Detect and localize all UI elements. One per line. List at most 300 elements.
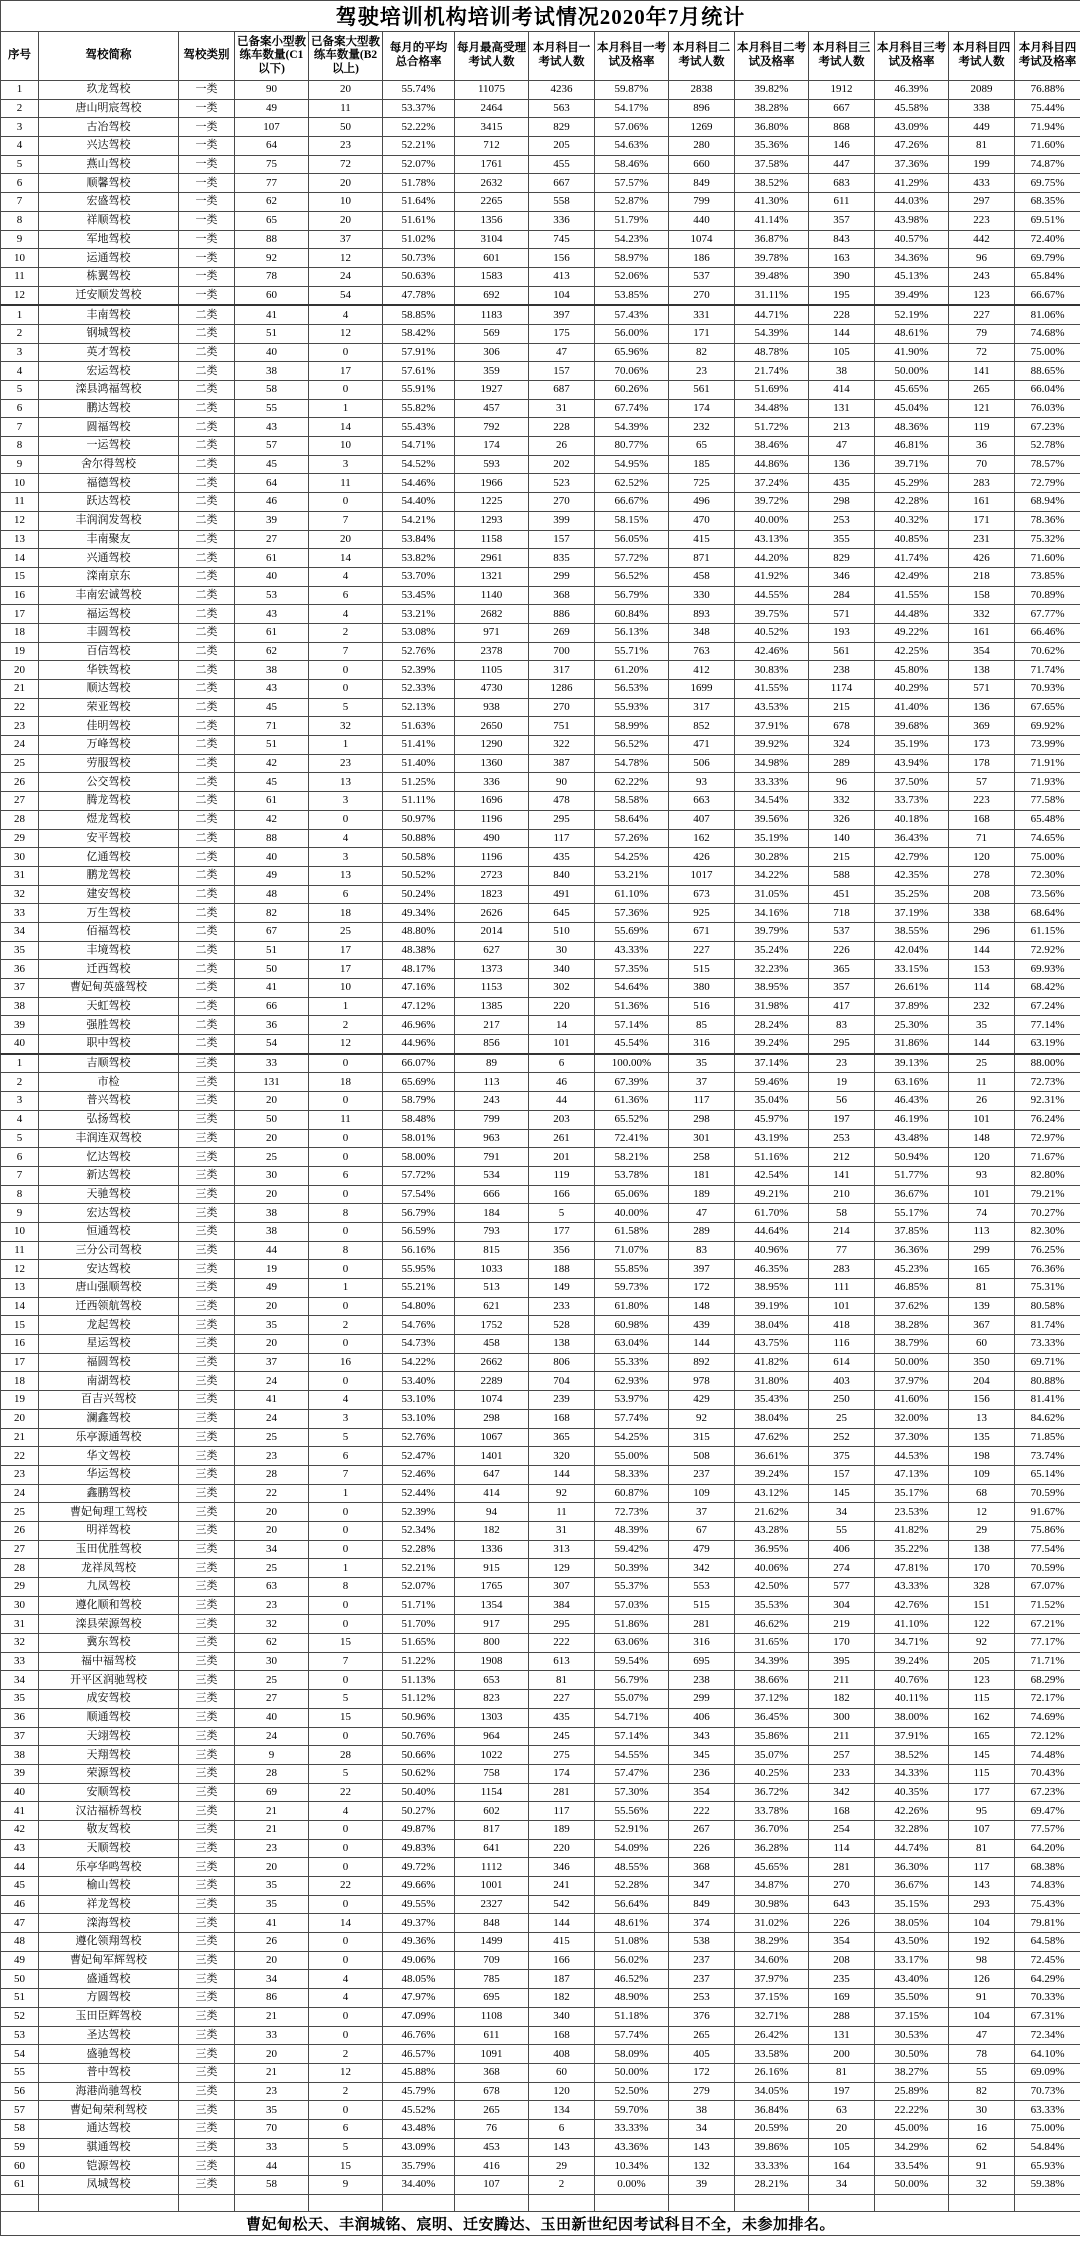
table-row xyxy=(1,1933,1080,1952)
cell-s3_count: 228 xyxy=(809,305,875,324)
cell-small_cars: 49 xyxy=(235,1279,309,1298)
table-row xyxy=(1,1484,1080,1503)
table-row xyxy=(1,1372,1080,1391)
cell-large_cars: 0 xyxy=(309,1222,383,1241)
cell-s4_rate: 71.93% xyxy=(1015,773,1080,792)
cell-s3_rate: 40.32% xyxy=(875,511,949,530)
cell-s3_rate: 38.55% xyxy=(875,922,949,941)
cell-school: 玉田优胜驾校 xyxy=(39,1540,179,1559)
table-row xyxy=(1,324,1080,343)
cell-s3_rate: 41.10% xyxy=(875,1615,949,1634)
cell-large_cars: 5 xyxy=(309,698,383,717)
cell-category: 三类 xyxy=(179,1933,235,1952)
cell-s1_rate: 60.87% xyxy=(595,1484,669,1503)
cell-s1_rate: 57.36% xyxy=(595,904,669,923)
cell-s1_rate: 57.35% xyxy=(595,960,669,979)
cell-s1_count: 270 xyxy=(529,698,595,717)
cell-seq: 10 xyxy=(1,249,39,268)
cell-s4_rate: 72.12% xyxy=(1015,1727,1080,1746)
cell-small_cars: 46 xyxy=(235,493,309,512)
table-row xyxy=(1,2082,1080,2101)
cell-max_exams: 1499 xyxy=(455,1933,529,1952)
cell-s1_rate: 56.00% xyxy=(595,324,669,343)
cell-max_exams: 306 xyxy=(455,343,529,362)
cell-large_cars: 6 xyxy=(309,1166,383,1185)
cell-s1_count: 751 xyxy=(529,717,595,736)
cell-s1_rate: 58.58% xyxy=(595,792,669,811)
cell-category: 三类 xyxy=(179,1129,235,1148)
cell-avg_pass_rate: 54.46% xyxy=(383,474,455,493)
cell-max_exams: 1140 xyxy=(455,586,529,605)
cell-category: 三类 xyxy=(179,1970,235,1989)
cell-s2_count: 93 xyxy=(669,773,735,792)
cell-s3_count: 233 xyxy=(809,1764,875,1783)
cell-s2_rate: 39.48% xyxy=(735,267,809,286)
cell-s3_rate: 43.94% xyxy=(875,754,949,773)
cell-seq: 50 xyxy=(1,1970,39,1989)
cell-s4_count: 123 xyxy=(949,1671,1015,1690)
cell-category: 三类 xyxy=(179,1820,235,1839)
empty-cell xyxy=(669,2194,735,2211)
cell-small_cars: 21 xyxy=(235,2007,309,2026)
cell-s1_rate: 51.36% xyxy=(595,997,669,1016)
cell-max_exams: 458 xyxy=(455,1335,529,1354)
cell-s2_count: 440 xyxy=(669,211,735,230)
cell-small_cars: 33 xyxy=(235,2026,309,2045)
cell-max_exams: 915 xyxy=(455,1559,529,1578)
table-row xyxy=(1,1092,1080,1111)
cell-s3_count: 418 xyxy=(809,1316,875,1335)
cell-large_cars: 11 xyxy=(309,474,383,493)
cell-seq: 21 xyxy=(1,1428,39,1447)
table-row xyxy=(1,2157,1080,2176)
cell-s4_rate: 82.80% xyxy=(1015,1166,1080,1185)
cell-s2_count: 470 xyxy=(669,511,735,530)
cell-s2_rate: 39.19% xyxy=(735,1297,809,1316)
cell-s2_rate: 37.91% xyxy=(735,717,809,736)
cell-s3_rate: 40.18% xyxy=(875,810,949,829)
cell-s3_rate: 47.13% xyxy=(875,1465,949,1484)
cell-category: 二类 xyxy=(179,474,235,493)
cell-small_cars: 51 xyxy=(235,736,309,755)
cell-s2_rate: 36.80% xyxy=(735,118,809,137)
cell-s1_rate: 57.74% xyxy=(595,2026,669,2045)
cell-s4_count: 81 xyxy=(949,1279,1015,1298)
cell-max_exams: 712 xyxy=(455,137,529,156)
cell-category: 二类 xyxy=(179,829,235,848)
cell-max_exams: 1966 xyxy=(455,474,529,493)
cell-s4_rate: 68.94% xyxy=(1015,493,1080,512)
cell-seq: 7 xyxy=(1,193,39,212)
cell-s1_rate: 57.72% xyxy=(595,549,669,568)
cell-s3_count: 667 xyxy=(809,99,875,118)
table-row xyxy=(1,941,1080,960)
cell-avg_pass_rate: 56.79% xyxy=(383,1204,455,1223)
cell-s3_count: 253 xyxy=(809,1129,875,1148)
cell-s2_count: 516 xyxy=(669,997,735,1016)
cell-s3_count: 141 xyxy=(809,1166,875,1185)
cell-school: 华运驾校 xyxy=(39,1465,179,1484)
cell-s2_rate: 46.62% xyxy=(735,1615,809,1634)
cell-s1_rate: 53.97% xyxy=(595,1391,669,1410)
cell-large_cars: 4 xyxy=(309,1802,383,1821)
cell-s4_count: 96 xyxy=(949,249,1015,268)
cell-s1_rate: 55.85% xyxy=(595,1260,669,1279)
cell-s3_count: 447 xyxy=(809,155,875,174)
cell-school: 燕山驾校 xyxy=(39,155,179,174)
cell-max_exams: 1927 xyxy=(455,381,529,400)
cell-s4_rate: 54.84% xyxy=(1015,2138,1080,2157)
cell-small_cars: 38 xyxy=(235,1204,309,1223)
cell-s1_count: 542 xyxy=(529,1895,595,1914)
cell-s3_count: 417 xyxy=(809,997,875,1016)
cell-large_cars: 4 xyxy=(309,1391,383,1410)
cell-large_cars: 3 xyxy=(309,848,383,867)
cell-large_cars: 25 xyxy=(309,922,383,941)
cell-s2_count: 172 xyxy=(669,2063,735,2082)
cell-avg_pass_rate: 58.85% xyxy=(383,305,455,324)
cell-small_cars: 69 xyxy=(235,1783,309,1802)
cell-avg_pass_rate: 52.21% xyxy=(383,1559,455,1578)
cell-s4_rate: 65.48% xyxy=(1015,810,1080,829)
cell-s3_rate: 43.50% xyxy=(875,1933,949,1952)
cell-max_exams: 1105 xyxy=(455,661,529,680)
cell-seq: 25 xyxy=(1,1503,39,1522)
cell-s1_rate: 57.26% xyxy=(595,829,669,848)
cell-s1_rate: 56.79% xyxy=(595,586,669,605)
cell-small_cars: 90 xyxy=(235,81,309,100)
cell-s4_rate: 75.00% xyxy=(1015,2119,1080,2138)
cell-s2_rate: 39.24% xyxy=(735,1035,809,1054)
cell-small_cars: 70 xyxy=(235,2119,309,2138)
cell-large_cars: 0 xyxy=(309,680,383,699)
cell-s2_count: 267 xyxy=(669,1820,735,1839)
table-row xyxy=(1,174,1080,193)
cell-large_cars: 5 xyxy=(309,1764,383,1783)
cell-s3_rate: 45.65% xyxy=(875,381,949,400)
cell-s2_rate: 21.74% xyxy=(735,362,809,381)
cell-small_cars: 20 xyxy=(235,1858,309,1877)
cell-large_cars: 15 xyxy=(309,1708,383,1727)
cell-school: 英才驾校 xyxy=(39,343,179,362)
cell-s4_count: 265 xyxy=(949,381,1015,400)
cell-s2_count: 347 xyxy=(669,1877,735,1896)
cell-max_exams: 1108 xyxy=(455,2007,529,2026)
cell-s4_rate: 68.42% xyxy=(1015,979,1080,998)
cell-s3_count: 537 xyxy=(809,922,875,941)
cell-s3_count: 144 xyxy=(809,324,875,343)
cell-s2_rate: 37.24% xyxy=(735,474,809,493)
table-row xyxy=(1,155,1080,174)
table-row xyxy=(1,1241,1080,1260)
cell-s4_count: 35 xyxy=(949,1016,1015,1035)
cell-s2_count: 368 xyxy=(669,1858,735,1877)
cell-avg_pass_rate: 45.52% xyxy=(383,2101,455,2120)
cell-s1_count: 340 xyxy=(529,2007,595,2026)
table-row xyxy=(1,1951,1080,1970)
table-row xyxy=(1,904,1080,923)
cell-s4_rate: 74.83% xyxy=(1015,1877,1080,1896)
cell-s3_count: 157 xyxy=(809,1465,875,1484)
cell-school: 唐山强顺驾校 xyxy=(39,1279,179,1298)
cell-s1_rate: 48.55% xyxy=(595,1858,669,1877)
cell-s3_count: 193 xyxy=(809,623,875,642)
cell-large_cars: 0 xyxy=(309,1335,383,1354)
cell-large_cars: 7 xyxy=(309,511,383,530)
cell-s2_rate: 43.19% xyxy=(735,1129,809,1148)
cell-s4_rate: 75.44% xyxy=(1015,99,1080,118)
cell-s2_count: 316 xyxy=(669,1634,735,1653)
cell-large_cars: 0 xyxy=(309,1671,383,1690)
cell-large_cars: 0 xyxy=(309,2007,383,2026)
cell-s3_rate: 37.15% xyxy=(875,2007,949,2026)
cell-s2_count: 380 xyxy=(669,979,735,998)
cell-s1_rate: 51.86% xyxy=(595,1615,669,1634)
cell-s2_rate: 40.52% xyxy=(735,623,809,642)
cell-s1_count: 745 xyxy=(529,230,595,249)
column-header-s3_rate: 本月科目三考试及格率 xyxy=(875,32,949,81)
cell-large_cars: 0 xyxy=(309,1260,383,1279)
cell-small_cars: 27 xyxy=(235,1690,309,1709)
cell-category: 三类 xyxy=(179,2138,235,2157)
cell-s2_count: 82 xyxy=(669,343,735,362)
cell-s3_rate: 41.82% xyxy=(875,1521,949,1540)
cell-large_cars: 4 xyxy=(309,605,383,624)
cell-small_cars: 66 xyxy=(235,997,309,1016)
cell-small_cars: 20 xyxy=(235,1951,309,1970)
cell-category: 二类 xyxy=(179,567,235,586)
cell-avg_pass_rate: 58.48% xyxy=(383,1110,455,1129)
cell-max_exams: 368 xyxy=(455,2063,529,2082)
cell-seq: 56 xyxy=(1,2082,39,2101)
cell-s4_count: 148 xyxy=(949,1129,1015,1148)
cell-school: 普兴驾校 xyxy=(39,1092,179,1111)
cell-s3_rate: 40.57% xyxy=(875,230,949,249)
cell-school: 顺达驾校 xyxy=(39,680,179,699)
cell-small_cars: 41 xyxy=(235,1914,309,1933)
cell-avg_pass_rate: 50.40% xyxy=(383,1783,455,1802)
cell-school: 宏运驾校 xyxy=(39,362,179,381)
cell-s3_count: 63 xyxy=(809,2101,875,2120)
cell-s1_count: 166 xyxy=(529,1185,595,1204)
cell-s4_rate: 77.17% xyxy=(1015,1634,1080,1653)
cell-s4_rate: 68.64% xyxy=(1015,904,1080,923)
cell-s1_rate: 54.78% xyxy=(595,754,669,773)
cell-avg_pass_rate: 51.13% xyxy=(383,1671,455,1690)
cell-large_cars: 0 xyxy=(309,1727,383,1746)
cell-school: 安顺驾校 xyxy=(39,1783,179,1802)
cell-school: 汉沽福桥驾校 xyxy=(39,1802,179,1821)
cell-s4_rate: 72.92% xyxy=(1015,941,1080,960)
cell-max_exams: 938 xyxy=(455,698,529,717)
cell-s1_count: 368 xyxy=(529,586,595,605)
cell-small_cars: 49 xyxy=(235,866,309,885)
cell-large_cars: 0 xyxy=(309,1185,383,1204)
cell-category: 二类 xyxy=(179,493,235,512)
cell-s4_rate: 77.58% xyxy=(1015,792,1080,811)
cell-s2_count: 1017 xyxy=(669,866,735,885)
cell-s3_count: 868 xyxy=(809,118,875,137)
table-row xyxy=(1,267,1080,286)
cell-s3_count: 252 xyxy=(809,1428,875,1447)
cell-max_exams: 653 xyxy=(455,1671,529,1690)
cell-s4_count: 165 xyxy=(949,1260,1015,1279)
cell-large_cars: 17 xyxy=(309,362,383,381)
cell-avg_pass_rate: 51.61% xyxy=(383,211,455,230)
cell-s2_rate: 43.13% xyxy=(735,530,809,549)
table-row xyxy=(1,1727,1080,1746)
cell-s4_rate: 69.92% xyxy=(1015,717,1080,736)
page-title: 驾驶培训机构培训考试情况2020年7月统计 xyxy=(1,1,1080,32)
cell-large_cars: 22 xyxy=(309,1877,383,1896)
cell-s4_count: 68 xyxy=(949,1484,1015,1503)
cell-s1_rate: 58.46% xyxy=(595,155,669,174)
table-row xyxy=(1,493,1080,512)
cell-school: 明祥驾校 xyxy=(39,1521,179,1540)
cell-s2_count: 185 xyxy=(669,455,735,474)
cell-avg_pass_rate: 51.40% xyxy=(383,754,455,773)
cell-school: 丰南聚友 xyxy=(39,530,179,549)
table-row xyxy=(1,455,1080,474)
cell-s2_count: 317 xyxy=(669,698,735,717)
table-row xyxy=(1,1316,1080,1335)
cell-avg_pass_rate: 52.46% xyxy=(383,1465,455,1484)
cell-s4_count: 26 xyxy=(949,1092,1015,1111)
table-row xyxy=(1,362,1080,381)
table-row xyxy=(1,1185,1080,1204)
table-row xyxy=(1,1895,1080,1914)
cell-category: 二类 xyxy=(179,866,235,885)
cell-school: 乐亭华鸣驾校 xyxy=(39,1858,179,1877)
cell-s1_rate: 54.25% xyxy=(595,1428,669,1447)
cell-s1_count: 47 xyxy=(529,343,595,362)
cell-s4_count: 121 xyxy=(949,399,1015,418)
cell-s4_count: 71 xyxy=(949,829,1015,848)
cell-large_cars: 8 xyxy=(309,1204,383,1223)
cell-small_cars: 20 xyxy=(235,2045,309,2064)
cell-s3_rate: 40.35% xyxy=(875,1783,949,1802)
table-row xyxy=(1,1447,1080,1466)
cell-avg_pass_rate: 46.57% xyxy=(383,2045,455,2064)
cell-s1_count: 120 xyxy=(529,2082,595,2101)
cell-s1_rate: 51.18% xyxy=(595,2007,669,2026)
table-row xyxy=(1,736,1080,755)
cell-max_exams: 2662 xyxy=(455,1353,529,1372)
cell-s2_count: 37 xyxy=(669,1503,735,1522)
cell-seq: 25 xyxy=(1,754,39,773)
cell-s3_count: 357 xyxy=(809,211,875,230)
cell-avg_pass_rate: 48.80% xyxy=(383,922,455,941)
cell-s2_rate: 36.28% xyxy=(735,1839,809,1858)
cell-s1_rate: 72.41% xyxy=(595,1129,669,1148)
cell-category: 三类 xyxy=(179,1690,235,1709)
cell-avg_pass_rate: 53.37% xyxy=(383,99,455,118)
empty-cell xyxy=(455,2194,529,2211)
cell-large_cars: 1 xyxy=(309,1279,383,1298)
cell-large_cars: 0 xyxy=(309,1297,383,1316)
cell-s1_count: 415 xyxy=(529,1933,595,1952)
cell-s4_count: 144 xyxy=(949,1035,1015,1054)
cell-s4_count: 350 xyxy=(949,1353,1015,1372)
cell-s1_rate: 0.00% xyxy=(595,2176,669,2195)
cell-s3_rate: 44.74% xyxy=(875,1839,949,1858)
cell-s2_rate: 38.46% xyxy=(735,437,809,456)
cell-category: 三类 xyxy=(179,1428,235,1447)
cell-small_cars: 25 xyxy=(235,1559,309,1578)
cell-seq: 4 xyxy=(1,362,39,381)
cell-s1_count: 188 xyxy=(529,1260,595,1279)
cell-s3_count: 274 xyxy=(809,1559,875,1578)
cell-s4_rate: 70.73% xyxy=(1015,2082,1080,2101)
cell-max_exams: 457 xyxy=(455,399,529,418)
cell-avg_pass_rate: 53.10% xyxy=(383,1391,455,1410)
cell-s1_rate: 59.70% xyxy=(595,2101,669,2120)
cell-seq: 6 xyxy=(1,1148,39,1167)
cell-category: 三类 xyxy=(179,1073,235,1092)
cell-s4_count: 223 xyxy=(949,211,1015,230)
empty-cell xyxy=(1015,2194,1080,2211)
cell-small_cars: 88 xyxy=(235,230,309,249)
cell-s2_count: 439 xyxy=(669,1316,735,1335)
cell-s1_count: 117 xyxy=(529,829,595,848)
cell-avg_pass_rate: 55.43% xyxy=(383,418,455,437)
table-row xyxy=(1,474,1080,493)
cell-category: 三类 xyxy=(179,2157,235,2176)
cell-s3_rate: 35.19% xyxy=(875,736,949,755)
table-row xyxy=(1,2138,1080,2157)
cell-max_exams: 534 xyxy=(455,1166,529,1185)
cell-small_cars: 20 xyxy=(235,1185,309,1204)
cell-seq: 47 xyxy=(1,1914,39,1933)
table-row xyxy=(1,1858,1080,1877)
cell-s4_count: 122 xyxy=(949,1615,1015,1634)
cell-s3_rate: 41.60% xyxy=(875,1391,949,1410)
cell-s1_rate: 59.54% xyxy=(595,1652,669,1671)
table-row xyxy=(1,1914,1080,1933)
cell-category: 三类 xyxy=(179,1484,235,1503)
cell-avg_pass_rate: 52.47% xyxy=(383,1447,455,1466)
cell-category: 三类 xyxy=(179,2101,235,2120)
cell-seq: 58 xyxy=(1,2119,39,2138)
cell-s2_rate: 39.72% xyxy=(735,493,809,512)
cell-s4_rate: 67.23% xyxy=(1015,418,1080,437)
cell-s1_rate: 55.00% xyxy=(595,1447,669,1466)
cell-max_exams: 1183 xyxy=(455,305,529,324)
cell-avg_pass_rate: 51.78% xyxy=(383,174,455,193)
cell-s4_count: 278 xyxy=(949,866,1015,885)
cell-school: 成安驾校 xyxy=(39,1690,179,1709)
cell-small_cars: 21 xyxy=(235,1802,309,1821)
cell-s3_count: 145 xyxy=(809,1484,875,1503)
cell-s1_rate: 55.69% xyxy=(595,922,669,941)
cell-s1_count: 320 xyxy=(529,1447,595,1466)
cell-small_cars: 63 xyxy=(235,1578,309,1597)
cell-s1_count: 149 xyxy=(529,1279,595,1298)
cell-s2_count: 849 xyxy=(669,1895,735,1914)
cell-avg_pass_rate: 53.84% xyxy=(383,530,455,549)
cell-s3_count: 212 xyxy=(809,1148,875,1167)
cell-small_cars: 50 xyxy=(235,1110,309,1129)
cell-category: 一类 xyxy=(179,118,235,137)
table-row xyxy=(1,381,1080,400)
cell-avg_pass_rate: 52.34% xyxy=(383,1521,455,1540)
cell-large_cars: 16 xyxy=(309,1353,383,1372)
cell-school: 万生驾校 xyxy=(39,904,179,923)
cell-school: 福德驾校 xyxy=(39,474,179,493)
cell-s4_count: 70 xyxy=(949,455,1015,474)
cell-s3_rate: 32.00% xyxy=(875,1409,949,1428)
title-row xyxy=(1,1,1080,32)
